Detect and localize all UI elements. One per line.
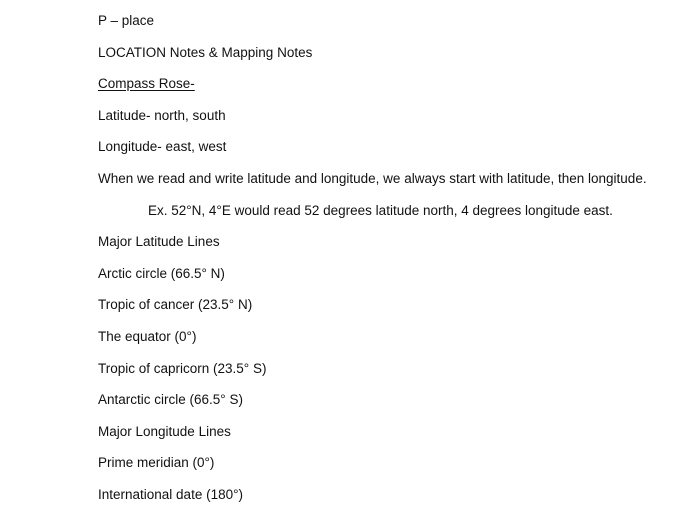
heading-major-longitude-lines: Major Longitude Lines (98, 424, 231, 439)
list-item-tropic-of-cancer: Tropic of cancer (23.5° N) (98, 297, 253, 312)
heading-location-notes: LOCATION Notes & Mapping Notes (98, 45, 313, 60)
list-item-equator: The equator (0°) (98, 329, 197, 344)
text-reading-rule: When we read and write latitude and longitude, we always start with latitude, then longitude. (98, 171, 647, 186)
heading-major-latitude-lines: Major Latitude Lines (98, 234, 220, 249)
list-item-international-date: International date (180°) (98, 487, 243, 502)
list-item-tropic-of-capricorn: Tropic of capricorn (23.5° S) (98, 361, 267, 376)
text-example: Ex. 52°N, 4°E would read 52 degrees latitude north, 4 degrees longitude east. (148, 203, 613, 218)
heading-compass-rose: Compass Rose- (98, 76, 195, 91)
list-item-arctic-circle: Arctic circle (66.5° N) (98, 266, 225, 281)
text-longitude-definition: Longitude- east, west (98, 139, 227, 154)
heading-p-place: P – place (98, 13, 155, 28)
list-item-prime-meridian: Prime meridian (0°) (98, 455, 215, 470)
text-latitude-definition: Latitude- north, south (98, 108, 226, 123)
list-item-antarctic-circle: Antarctic circle (66.5° S) (98, 392, 243, 407)
